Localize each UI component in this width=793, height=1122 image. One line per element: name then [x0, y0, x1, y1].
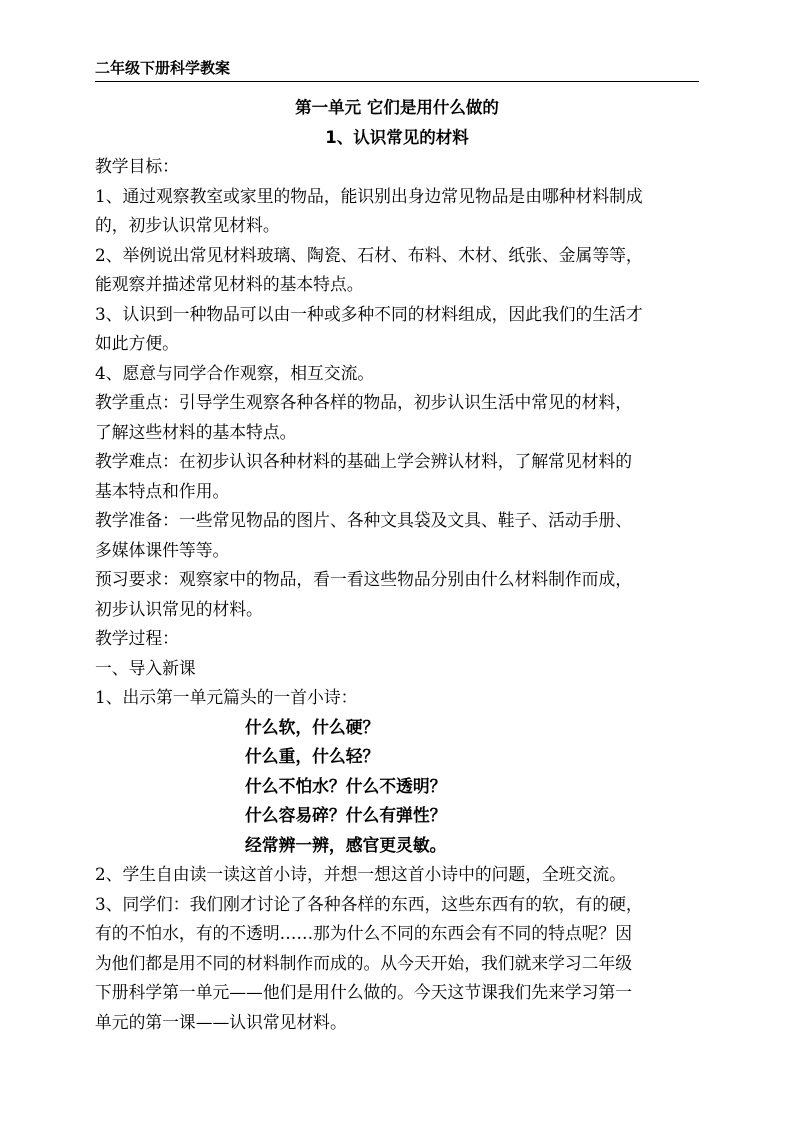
difficulties-line: 教学难点：在初步认识各种材料的基础上学会辨认材料，了解常见材料的 — [95, 451, 633, 471]
poem-line: 什么软，什么硬？ — [245, 716, 380, 737]
section-heading-process: 教学过程： — [95, 628, 179, 648]
paragraph-line: 2、学生自由读一读这首小诗，并想一想这首小诗中的问题，全班交流。 — [95, 864, 626, 884]
header-text: 二年级下册科学教案 — [95, 59, 231, 77]
paragraph-line: 多媒体课件等等。 — [95, 539, 230, 560]
paragraph-line: 1、通过观察教室或家里的物品，能识别出身边常见物品是由哪种材料制成 — [95, 185, 643, 206]
key-points-line: 教学重点：引导学生观察各种各样的物品，初步认识生活中常见的材料， — [95, 392, 633, 412]
lesson-body — [95, 152, 705, 1037]
paragraph-line: 的，初步认识常见材料。 — [95, 215, 280, 235]
page-header — [95, 57, 699, 82]
paragraph-line: 基本特点和作用。 — [95, 480, 230, 501]
paragraph-line: 能观察并描述常见材料的基本特点。 — [95, 274, 364, 294]
paragraph-line: 如此方便。 — [95, 333, 179, 353]
poem-line: 经常辨一辨，感官更灵敏。 — [245, 834, 447, 855]
section-heading-objectives: 教学目标： — [95, 156, 179, 176]
poem-line: 什么重，什么轻？ — [245, 746, 380, 766]
paragraph-line: 4、愿意与同学合作观察，相互交流。 — [95, 362, 375, 383]
paragraph-line: 有的不怕水，有的不透明……那为什么不同的东西会有不同的特点呢？因 — [95, 923, 633, 943]
poem-line: 什么容易碎？什么有弹性？ — [245, 805, 447, 825]
paragraph-line: 2、举例说出常见材料玻璃、陶瓷、石材、布料、木材、纸张、金属等等， — [95, 244, 643, 265]
paragraph-line: 为他们都是用不同的材料制作而成的。从今天开始，我们就来学习二年级 — [95, 952, 633, 973]
paragraph-line: 单元的第一课——认识常见材料。 — [95, 1011, 347, 1032]
paragraph-line: 3、同学们：我们刚才讨论了各种各样的东西，这些东西有的软，有的硬， — [95, 893, 643, 914]
unit-title: 第一单元 它们是用什么做的 — [295, 98, 499, 117]
lesson-title: 1、认识常见的材料 — [325, 128, 469, 147]
paragraph-line: 初步认识常见的材料。 — [95, 598, 263, 619]
preview-line: 预习要求：观察家中的物品，看一看这些物品分别由什么材料制作而成， — [95, 569, 633, 589]
poem-line: 什么不怕水？什么不透明？ — [245, 775, 447, 796]
paragraph-line: 3、认识到一种物品可以由一种或多种不同的材料组成，因此我们的生活才 — [95, 303, 643, 324]
preparation-line: 教学准备：一些常见物品的图片、各种文具袋及文具、鞋子、活动手册、 — [95, 510, 633, 530]
subsection-heading: 一、导入新课 — [95, 657, 196, 678]
paragraph-line: 了解这些材料的基本特点。 — [95, 421, 297, 442]
paragraph-line: 1、出示第一单元篇头的一首小诗： — [95, 687, 358, 707]
paragraph-line: 下册科学第一单元——他们是用什么做的。今天这节课我们先来学习第一 — [95, 982, 633, 1002]
